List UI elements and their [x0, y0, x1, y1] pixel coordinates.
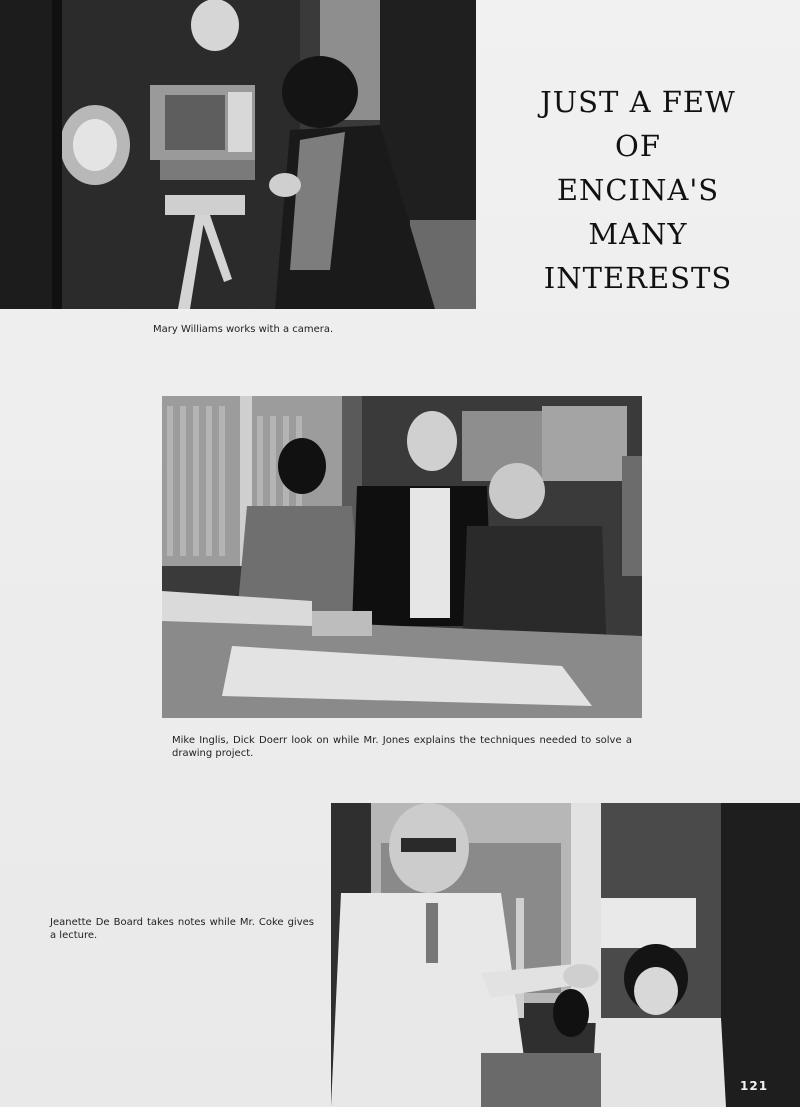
- caption-drawing-photo: Mike Inglis, Dick Doerr look on while Mr. Jones explains the techniques needed to solve a drawing project.: [172, 735, 632, 759]
- photo-drawing-project: [162, 396, 642, 718]
- caption-lecture-photo: Jeanette De Board takes notes while Mr. Coke gives a lecture.: [50, 917, 314, 941]
- headline-line: JUST A FEW: [540, 85, 736, 119]
- caption-camera-photo: Mary Williams works with a camera.: [153, 324, 334, 335]
- headline-line: OF: [615, 129, 661, 163]
- headline-line: INTERESTS: [543, 261, 733, 295]
- photo-lecture: [331, 803, 800, 1107]
- page-number: 121: [740, 1079, 769, 1093]
- page-headline: [520, 80, 756, 300]
- headline-line: MANY: [588, 217, 688, 251]
- photo-student-with-camera: [0, 0, 476, 309]
- headline-line: ENCINA'S: [556, 173, 720, 207]
